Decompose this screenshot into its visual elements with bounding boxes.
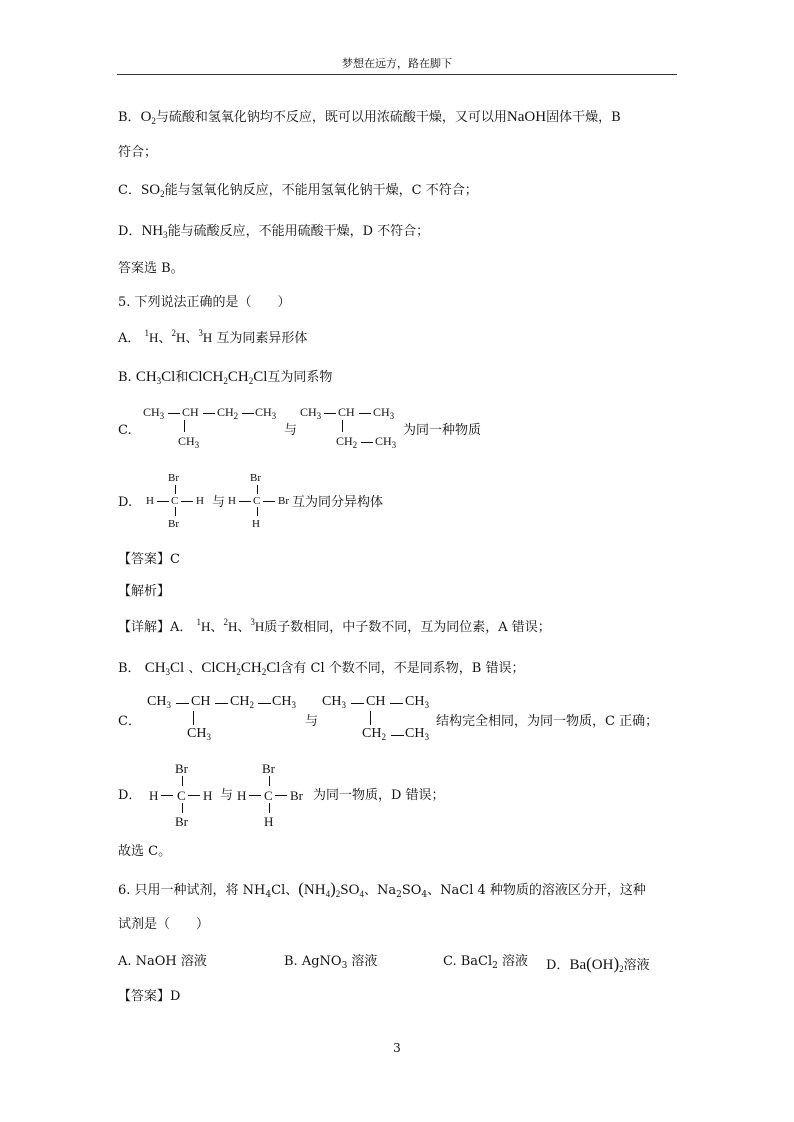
q6-stem-line1: 6. 只用一种试剂，将 $NH_4Cl$、$(NH_4)_2SO_4$、$Na_2SO_4$、NaCl 4 种物质的溶液区分开，这种 xyxy=(118,879,646,900)
q6-option-a: A. NaOH 溶液 xyxy=(118,954,207,969)
q5-d-conjunction: 与 xyxy=(212,495,226,510)
prev-answer-conclusion: 答案选 B。 xyxy=(118,261,184,276)
q5-option-a: A． $^1$H、$^2$H、$^3$H 互为同素异形体 xyxy=(118,328,308,346)
q6-option-c: C. BaCl$_2$ 溶液 xyxy=(443,954,529,971)
q6-option-b: B. AgNO$_3$ 溶液 xyxy=(284,954,378,971)
q5-answer: 【答案】C xyxy=(118,552,180,567)
prev-answer-b: B．$O_2$与硫酸和氢氧化钠均不反应，既可以用浓硫酸干燥，又可以用NaOH固体干燥，B xyxy=(118,109,621,126)
prev-answer-b-cont: 符合； xyxy=(118,145,158,160)
q5-analysis-title: 【解析】 xyxy=(118,584,171,599)
q5-c-text: 为同一种物质 xyxy=(403,423,482,438)
page-header-title: 梦想在远方，路在脚下 xyxy=(342,57,452,70)
q5-d-text: 互为同分异构体 xyxy=(292,495,384,510)
q5-conclusion: 故选 C。 xyxy=(118,844,172,859)
q5-detail-c-label: C． xyxy=(118,714,141,729)
q5-detail-c-conjunction: 与 xyxy=(305,714,319,729)
q5-option-c-label: C. xyxy=(118,423,132,438)
header-divider xyxy=(117,74,677,75)
q6-option-d: D．$Ba(OH)_2$溶液 xyxy=(546,954,650,974)
q5-detail-b: B． $CH_3Cl$ 、$ClCH_2CH_2Cl$含有 Cl 个数不同，不是同系物，B 错误； xyxy=(118,660,525,677)
q5-detail-d-conjunction: 与 xyxy=(220,788,234,803)
prev-answer-c: C．$SO_2$能与氢氧化钠反应，不能用氢氧化钠干燥，C 不符合； xyxy=(118,182,478,199)
q5-detail-c-text: 结构完全相同，为同一物质，C 正确； xyxy=(436,714,659,729)
q5-detail-d-label: D． xyxy=(118,788,142,803)
q6-stem-line2: 试剂是（ ） xyxy=(118,917,210,932)
q5-c-conjunction: 与 xyxy=(284,423,298,438)
page-number: 3 xyxy=(393,1041,401,1055)
q5-detail-a: 【详解】A． $^1$H、$^2$H、$^3$H质子数相同，中子数不同，互为同位素，A 错误； xyxy=(118,617,551,635)
q5-option-d-label: D. xyxy=(118,495,133,510)
q5-stem: 5. 下列说法正确的是（ ） xyxy=(118,295,291,310)
q6-answer: 【答案】D xyxy=(118,989,181,1004)
q5-option-b: B. $CH_3Cl$和$ClCH_2CH_2Cl$互为同系物 xyxy=(118,369,333,386)
prev-answer-d: D．$NH_3$能与硫酸反应，不能用硫酸干燥，D 不符合； xyxy=(118,223,430,240)
q5-detail-d-text: 为同一物质，D 错误； xyxy=(313,788,445,803)
